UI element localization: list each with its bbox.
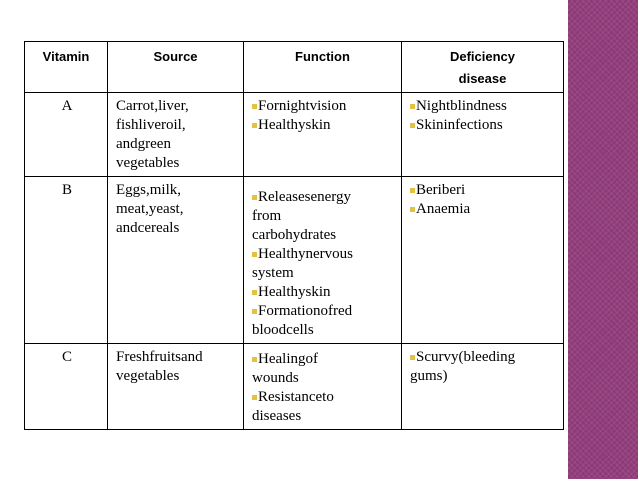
source-cell: Eggs,milk, meat,yeast, andcereals [108, 177, 244, 344]
square-bullet-icon [410, 104, 415, 109]
header-deficiency-disease: Deficiency disease [402, 42, 564, 93]
decorative-side-stripe [568, 0, 638, 479]
deficiency-cell [402, 93, 564, 177]
list-item: Healthyskin [252, 283, 395, 302]
vitamin-cell: C [25, 344, 108, 430]
list-item: Resistanceto [252, 388, 395, 407]
square-bullet-icon [252, 290, 257, 295]
list-item: Healthynervous [252, 245, 395, 264]
list-item: Healthyskin [252, 116, 395, 135]
function-cell: Releasesenergy from carbohydrates Healthynervous system Healthyskin Formationofred bloodcells [244, 177, 402, 344]
source-cell: Carrot,liver, fishliveroil, andgreen vegetables [108, 93, 244, 177]
square-bullet-icon [410, 123, 415, 128]
function-cell: Healingof wounds Resistanceto diseases [244, 344, 402, 430]
list-item: Formationofred [252, 302, 395, 321]
list-item: Nightblindness [410, 97, 557, 116]
table-row [25, 93, 564, 177]
square-bullet-icon [252, 395, 257, 400]
square-bullet-icon [410, 355, 415, 360]
list-item: Healingof [252, 350, 395, 369]
list-item: Anaemia [410, 200, 557, 219]
header-vitamin: Vitamin [25, 42, 108, 93]
list-item: Fornightvision [252, 97, 395, 116]
deficiency-cell: Scurvy(bleeding gums) [402, 344, 564, 430]
function-cell [244, 93, 402, 177]
deficiency-cell [402, 177, 564, 344]
header-source: Source [108, 42, 244, 93]
list-item: Releasesenergy [252, 188, 395, 207]
square-bullet-icon [252, 123, 257, 128]
table-header-row [25, 42, 564, 93]
square-bullet-icon [252, 252, 257, 257]
header-function: Function [244, 42, 402, 93]
list-item: Scurvy(bleeding [410, 348, 557, 367]
vitamin-table [24, 41, 564, 430]
table-row [25, 344, 564, 430]
vitamin-cell: B [25, 177, 108, 344]
list-item: Beriberi [410, 181, 557, 200]
source-cell: Freshfruitsand vegetables [108, 344, 244, 430]
square-bullet-icon [410, 188, 415, 193]
square-bullet-icon [252, 309, 257, 314]
square-bullet-icon [252, 104, 257, 109]
square-bullet-icon [252, 195, 257, 200]
vitamin-cell: A [25, 93, 108, 177]
table-row [25, 177, 564, 344]
list-item: Skininfections [410, 116, 557, 135]
square-bullet-icon [410, 207, 415, 212]
square-bullet-icon [252, 357, 257, 362]
